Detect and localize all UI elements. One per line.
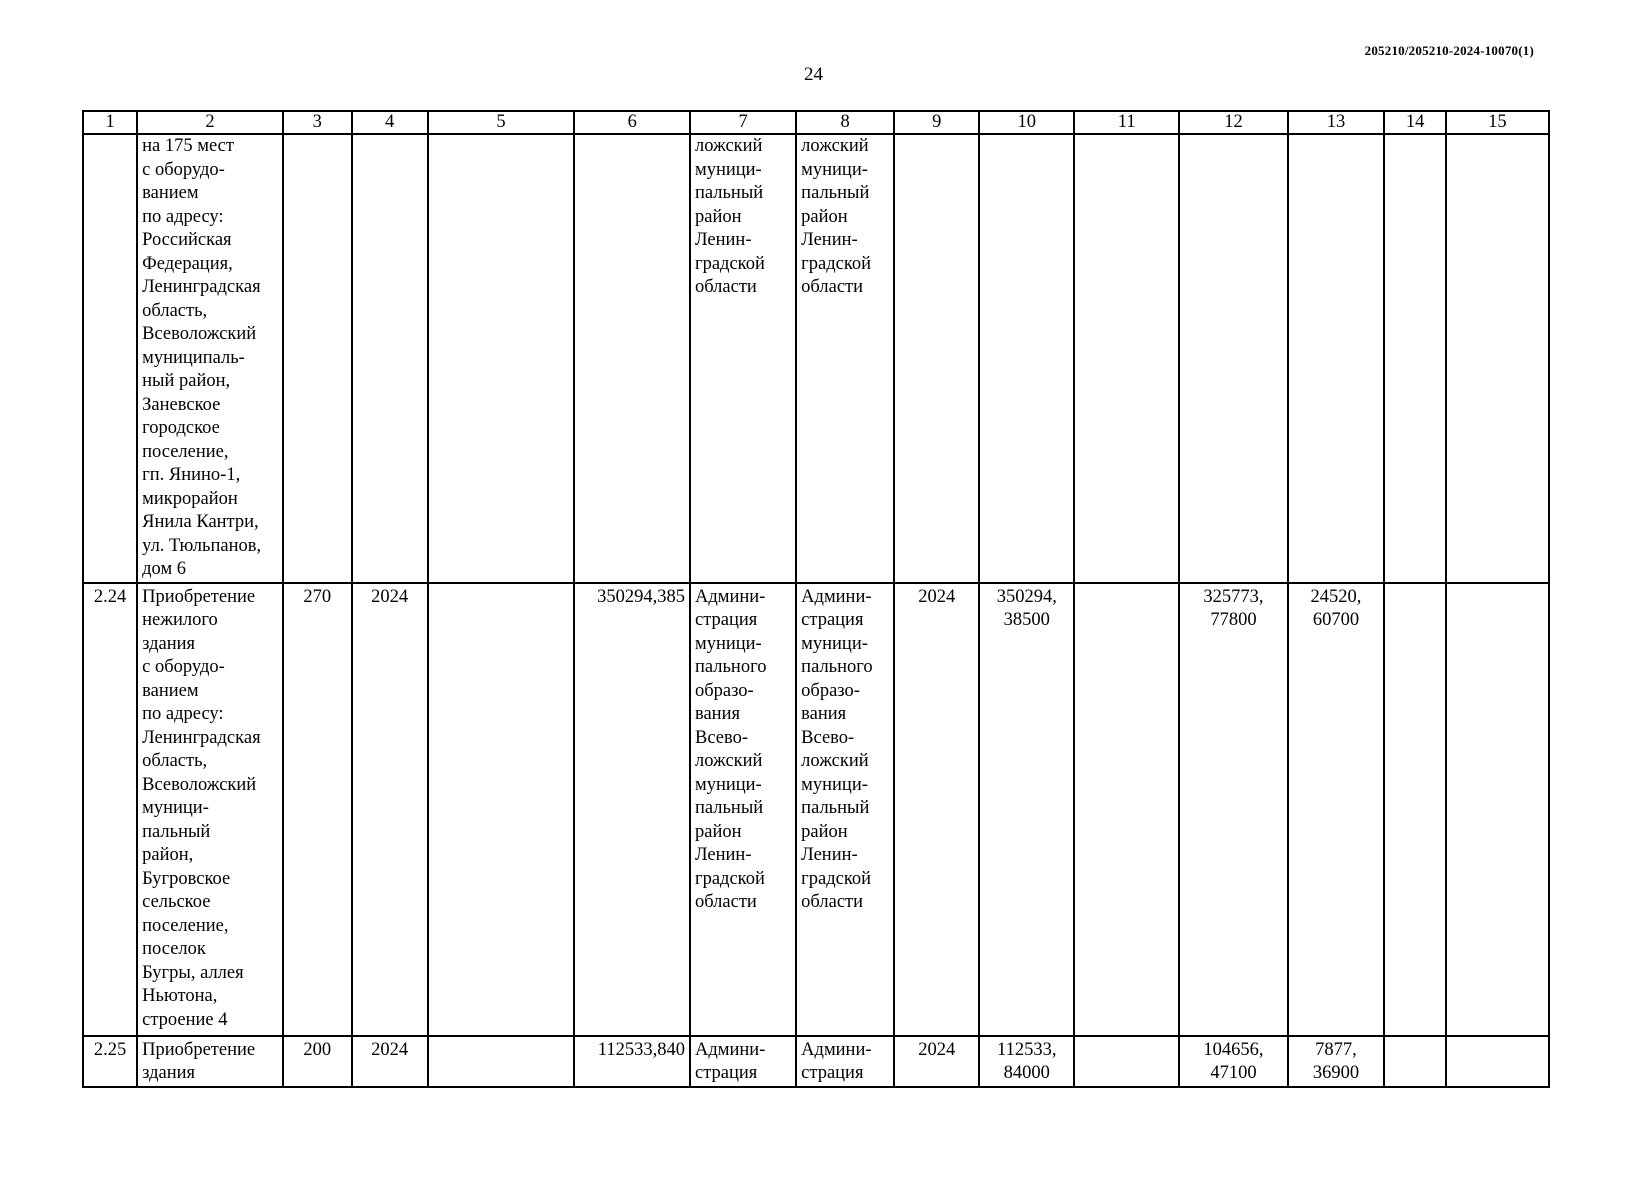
cell-line: градской xyxy=(801,868,872,889)
cell-col14 xyxy=(1384,583,1445,1036)
cell-line: пальный xyxy=(694,798,764,818)
table-row xyxy=(83,583,1549,1036)
cell-description xyxy=(137,134,283,583)
col-header-10: 10 xyxy=(979,111,1074,134)
cell-year: 2024 xyxy=(352,583,428,1036)
cell-total xyxy=(979,1036,1074,1087)
cell-owner xyxy=(796,1036,894,1087)
cell-customer xyxy=(690,134,796,583)
cell-line: дом 6 xyxy=(142,559,187,579)
cell-line: район xyxy=(694,821,742,842)
cell-line: 112533, xyxy=(997,1039,1057,1060)
col-header-9: 9 xyxy=(894,111,979,134)
cell-number: 2.24 xyxy=(83,583,137,1036)
cell-line: пальный xyxy=(694,183,764,203)
cell-line: градской xyxy=(694,253,765,274)
cell-line: здания xyxy=(142,1063,196,1083)
cell-line: с оборудо- xyxy=(142,657,225,677)
cell-year-funding xyxy=(894,134,979,583)
cell-customer xyxy=(690,583,796,1036)
cell-line: ный район, xyxy=(142,371,231,391)
cell-line: 60700 xyxy=(1312,610,1360,630)
cell-line: район xyxy=(694,206,742,227)
cell-line: пального xyxy=(801,657,873,677)
cell-line: район xyxy=(801,821,848,842)
cell-col15 xyxy=(1446,134,1549,583)
cell-line: муници- xyxy=(142,798,209,818)
cell-total xyxy=(979,134,1074,583)
page-number: 24 xyxy=(804,64,823,85)
cell-col5 xyxy=(428,1036,575,1087)
cell-line: поселение, xyxy=(142,915,229,936)
cell-col5 xyxy=(428,583,575,1036)
cell-line: области xyxy=(694,277,757,297)
cell-owner xyxy=(796,134,894,583)
data-table xyxy=(82,110,1550,1088)
cell-number xyxy=(83,134,137,583)
cell-line: области xyxy=(694,892,757,912)
cell-line: муници- xyxy=(694,633,762,654)
cell-number: 2.25 xyxy=(83,1036,137,1087)
cell-line: муниципаль- xyxy=(142,347,245,368)
cell-line: область, xyxy=(142,300,208,321)
cell-line: Ленин- xyxy=(694,845,752,865)
cell-line: Ленинградская xyxy=(142,727,261,748)
cell-line: 325773, xyxy=(1203,586,1264,607)
cell-line: 38500 xyxy=(1003,610,1050,630)
cell-line: сельское xyxy=(142,892,211,912)
cell-line: ложский xyxy=(801,136,869,156)
col-header-14: 14 xyxy=(1384,111,1445,134)
cell-description xyxy=(137,583,283,1036)
cell-line: ложский xyxy=(694,751,763,771)
col-header-4: 4 xyxy=(352,111,428,134)
cell-col14 xyxy=(1384,134,1445,583)
cell-line: Ленин- xyxy=(801,230,858,250)
cell-line: муници- xyxy=(801,774,868,795)
cell-line: муници- xyxy=(801,633,868,654)
cell-line: страция xyxy=(801,1063,864,1083)
cell-line: 7877, xyxy=(1315,1039,1357,1060)
cell-line: Ленинградская xyxy=(142,277,261,297)
cell-line: вания xyxy=(694,704,740,724)
cell-line: здания xyxy=(142,633,196,654)
col-header-11: 11 xyxy=(1074,111,1179,134)
cell-line: пального xyxy=(694,657,767,677)
cell-col5 xyxy=(428,134,575,583)
cell-col11 xyxy=(1074,1036,1179,1087)
cell-line: 36900 xyxy=(1312,1063,1360,1083)
cell-col11 xyxy=(1074,134,1179,583)
cell-cost: 350294,385 xyxy=(574,583,690,1036)
cell-total xyxy=(979,583,1074,1036)
cell-line: Всеволожский xyxy=(142,774,257,795)
cell-regional xyxy=(1179,583,1287,1036)
cell-year xyxy=(352,134,428,583)
cell-line: строение 4 xyxy=(142,1009,228,1030)
cell-line: муници- xyxy=(694,774,762,795)
table-header-row xyxy=(83,111,1549,134)
cell-year-funding: 2024 xyxy=(894,1036,979,1087)
cell-line: Всево- xyxy=(801,727,855,748)
cell-line: Федерация, xyxy=(142,253,233,274)
cell-line: ул. Тюльпанов, xyxy=(142,535,262,556)
cell-local xyxy=(1288,583,1385,1036)
cell-line: ванием xyxy=(142,183,199,203)
table-row xyxy=(83,134,1549,583)
col-header-7: 7 xyxy=(690,111,796,134)
cell-line: 24520, xyxy=(1310,586,1362,607)
cell-line: 47100 xyxy=(1210,1063,1257,1083)
col-header-5: 5 xyxy=(428,111,575,134)
table-row xyxy=(83,1036,1549,1087)
cell-line: по адресу: xyxy=(142,206,224,227)
cell-line: область, xyxy=(142,751,208,771)
cell-line: 104656, xyxy=(1203,1039,1264,1060)
cell-line: страция xyxy=(694,610,758,630)
cell-line: Заневское xyxy=(142,394,221,415)
cell-customer xyxy=(690,1036,796,1087)
cell-description xyxy=(137,1036,283,1087)
document-id: 205210/205210-2024-10070(1) xyxy=(1364,43,1534,58)
cell-line: ложский xyxy=(694,136,763,156)
cell-line: Ленин- xyxy=(694,230,752,250)
cell-line: район xyxy=(801,206,848,227)
cell-line: страция xyxy=(801,610,864,630)
cell-line: области xyxy=(801,892,864,912)
cell-col15 xyxy=(1446,583,1549,1036)
cell-line: области xyxy=(801,277,864,297)
cell-year-funding: 2024 xyxy=(894,583,979,1036)
cell-line: поселок xyxy=(142,939,206,959)
cell-local xyxy=(1288,134,1385,583)
cell-line: Всево- xyxy=(694,727,748,748)
cell-line: Приобретение xyxy=(142,586,256,607)
cell-line: муници- xyxy=(694,159,762,180)
col-header-2: 2 xyxy=(137,111,283,134)
cell-line: район, xyxy=(142,845,194,865)
cell-line: Бугры, аллея xyxy=(142,962,244,983)
cell-cost: 112533,840 xyxy=(574,1036,690,1087)
cell-line: микрорайон xyxy=(142,488,238,509)
col-header-1: 1 xyxy=(83,111,137,134)
cell-line: на 175 мест xyxy=(142,136,234,156)
cell-col11 xyxy=(1074,583,1179,1036)
cell-line: 77800 xyxy=(1210,610,1257,630)
cell-line: поселение, xyxy=(142,441,229,462)
cell-capacity: 270 xyxy=(283,583,352,1036)
col-header-12: 12 xyxy=(1179,111,1287,134)
cell-line: Всеволожский xyxy=(142,324,257,344)
cell-line: градской xyxy=(801,253,872,274)
cell-line: Ньютона, xyxy=(142,986,218,1006)
cell-col15 xyxy=(1446,1036,1549,1087)
cell-line: образо- xyxy=(694,680,754,701)
col-header-3: 3 xyxy=(283,111,352,134)
cell-owner xyxy=(796,583,894,1036)
cell-line: Админи- xyxy=(694,586,766,607)
cell-line: Ленин- xyxy=(801,845,858,865)
col-header-13: 13 xyxy=(1288,111,1385,134)
cell-line: Админи- xyxy=(801,1039,872,1060)
cell-regional xyxy=(1179,134,1287,583)
cell-line: по адресу: xyxy=(142,704,224,724)
cell-line: ложский xyxy=(801,751,869,771)
cell-col14 xyxy=(1384,1036,1445,1087)
cell-local xyxy=(1288,1036,1385,1087)
cell-cost xyxy=(574,134,690,583)
cell-line: градской xyxy=(694,868,765,889)
cell-line: нежилого xyxy=(142,610,218,630)
cell-line: образо- xyxy=(801,680,860,701)
cell-line: Админи- xyxy=(694,1039,766,1060)
cell-line: пальный xyxy=(142,821,211,842)
cell-line: муници- xyxy=(801,159,868,180)
cell-capacity: 200 xyxy=(283,1036,352,1087)
col-header-8: 8 xyxy=(796,111,894,134)
col-header-15: 15 xyxy=(1446,111,1549,134)
cell-line: Бугровское xyxy=(142,868,231,889)
cell-line: ванием xyxy=(142,680,199,701)
cell-line: страция xyxy=(694,1063,758,1083)
cell-line: Российская xyxy=(142,230,232,250)
cell-line: Админи- xyxy=(801,586,872,607)
cell-line: с оборудо- xyxy=(142,159,225,180)
cell-line: 350294, xyxy=(996,586,1057,607)
cell-line: Янила Кантри, xyxy=(142,512,259,532)
cell-line: городское xyxy=(142,418,220,438)
cell-capacity xyxy=(283,134,352,583)
cell-line: гп. Янино-1, xyxy=(142,465,241,485)
cell-line: пальный xyxy=(801,183,870,203)
cell-regional xyxy=(1179,1036,1287,1087)
cell-line: пальный xyxy=(801,798,870,818)
col-header-6: 6 xyxy=(574,111,690,134)
cell-line: 84000 xyxy=(1003,1063,1050,1083)
cell-year: 2024 xyxy=(352,1036,428,1087)
cell-line: Приобретение xyxy=(142,1039,256,1060)
cell-line: вания xyxy=(801,704,847,724)
